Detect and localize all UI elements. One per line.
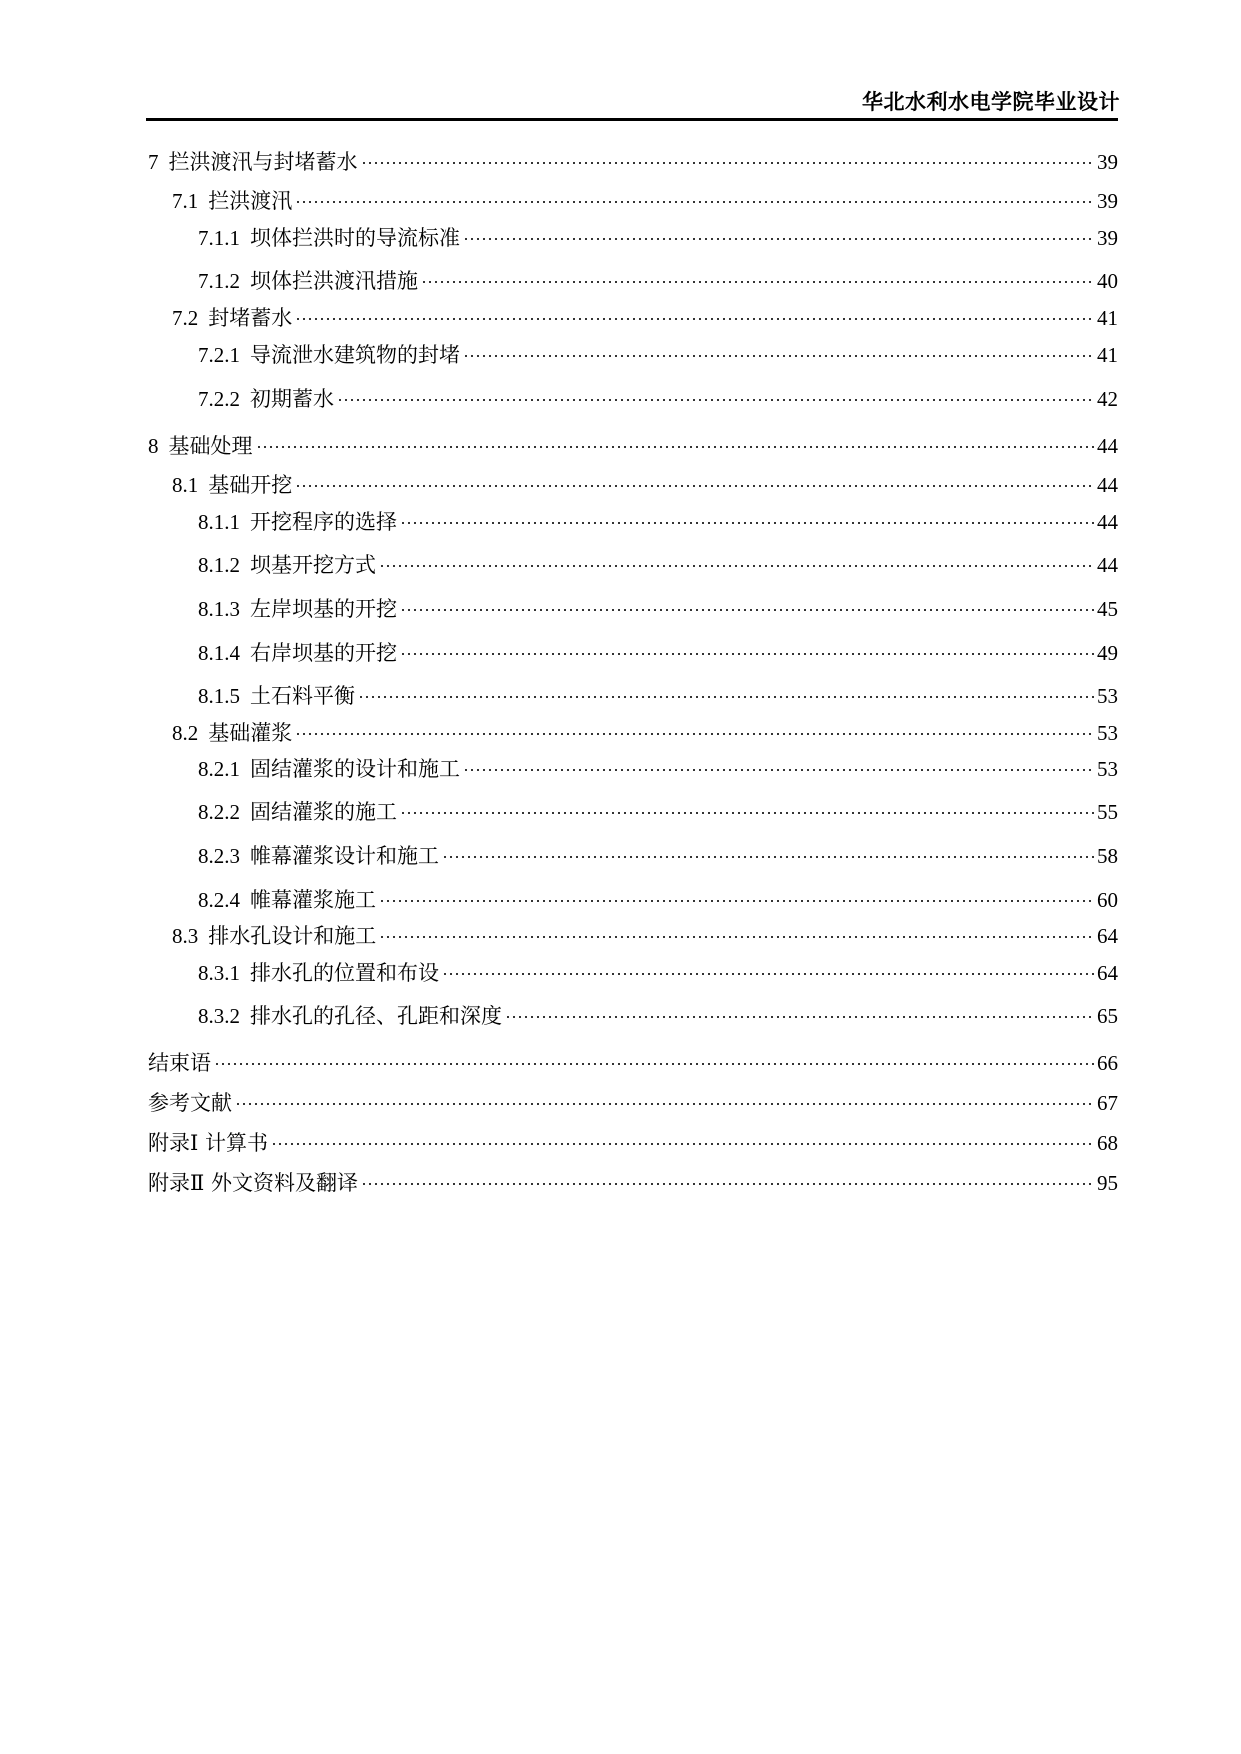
toc-entry-title: 排水孔的位置和布设 bbox=[250, 961, 439, 985]
toc-entry-page: 45 bbox=[1097, 597, 1118, 621]
toc-entry-page: 67 bbox=[1097, 1091, 1118, 1115]
header-rule bbox=[146, 118, 1118, 121]
toc-entry[interactable] bbox=[148, 957, 1118, 991]
toc-entry-page: 44 bbox=[1097, 553, 1118, 577]
toc-entry[interactable] bbox=[148, 146, 1118, 180]
toc-entry[interactable] bbox=[148, 753, 1118, 787]
toc-entry-number: 8.2.1 bbox=[198, 757, 240, 781]
toc-entry-number: 7.1.1 bbox=[198, 226, 240, 250]
dot-leader bbox=[400, 653, 1094, 655]
toc-entry[interactable] bbox=[148, 796, 1118, 830]
toc-entry-page: 64 bbox=[1097, 961, 1118, 985]
toc-entry-number: 7.2.1 bbox=[198, 343, 240, 367]
toc-entry-title: 附录Ⅰ 计算书 bbox=[148, 1131, 268, 1155]
dot-leader bbox=[379, 936, 1094, 938]
toc-entry[interactable] bbox=[148, 302, 1118, 336]
toc-entry-title: 排水孔的孔径、孔距和深度 bbox=[250, 1004, 502, 1028]
dot-leader bbox=[295, 318, 1094, 320]
toc-entry-number: 8.3.2 bbox=[198, 1004, 240, 1028]
dot-leader bbox=[379, 565, 1094, 567]
toc-entry-number: 7.1.2 bbox=[198, 269, 240, 293]
toc-entry-page: 68 bbox=[1097, 1131, 1118, 1155]
toc-entry-page: 44 bbox=[1097, 434, 1118, 458]
toc-entry-title: 导流泄水建筑物的封堵 bbox=[250, 343, 460, 367]
toc-entry-page: 40 bbox=[1097, 269, 1118, 293]
toc-entry-number: 8.3.1 bbox=[198, 961, 240, 985]
toc-entry-page: 53 bbox=[1097, 721, 1118, 745]
dot-leader bbox=[400, 609, 1094, 611]
toc-entry-title: 封堵蓄水 bbox=[208, 306, 293, 330]
toc-entry-number: 7.2 bbox=[172, 306, 199, 330]
toc-entry-title: 基础开挖 bbox=[208, 473, 293, 497]
toc-entry[interactable] bbox=[148, 840, 1118, 874]
dot-leader bbox=[463, 355, 1094, 357]
toc-entry[interactable] bbox=[148, 680, 1118, 714]
toc-entry[interactable] bbox=[148, 469, 1118, 503]
dot-leader bbox=[463, 769, 1094, 771]
toc-entry[interactable] bbox=[148, 717, 1118, 751]
toc-entry-page: 60 bbox=[1097, 888, 1118, 912]
toc-entry[interactable] bbox=[148, 1047, 1118, 1081]
toc-entry-page: 41 bbox=[1097, 343, 1118, 367]
toc-entry-title: 基础处理 bbox=[168, 434, 253, 458]
toc-entry-page: 64 bbox=[1097, 924, 1118, 948]
dot-leader bbox=[421, 281, 1094, 283]
toc-entry-title: 坝基开挖方式 bbox=[250, 553, 376, 577]
toc-entry-page: 41 bbox=[1097, 306, 1118, 330]
toc-entry-page: 53 bbox=[1097, 757, 1118, 781]
toc-entry-page: 39 bbox=[1097, 150, 1118, 174]
toc-entry-page: 65 bbox=[1097, 1004, 1118, 1028]
dot-leader bbox=[235, 1103, 1094, 1105]
dot-leader bbox=[442, 973, 1094, 975]
toc-entry-number: 8.1.2 bbox=[198, 553, 240, 577]
toc-entry[interactable] bbox=[148, 884, 1118, 918]
toc-entry-number: 8.1.1 bbox=[198, 510, 240, 534]
toc-entry-number: 8.1 bbox=[172, 473, 199, 497]
toc-entry-page: 58 bbox=[1097, 844, 1118, 868]
toc-entry[interactable] bbox=[148, 506, 1118, 540]
toc-entry-title: 固结灌浆的施工 bbox=[250, 800, 397, 824]
toc-entry-number: 8.2 bbox=[172, 721, 199, 745]
toc-entry-title: 右岸坝基的开挖 bbox=[250, 641, 397, 665]
toc-entry[interactable] bbox=[148, 222, 1118, 256]
toc-entry-title: 坝体拦洪渡汛措施 bbox=[250, 269, 418, 293]
toc-entry-title: 参考文献 bbox=[148, 1091, 232, 1115]
toc-entry-number: 8.2.4 bbox=[198, 888, 240, 912]
toc-entry-page: 49 bbox=[1097, 641, 1118, 665]
toc-entry-title: 固结灌浆的设计和施工 bbox=[250, 757, 460, 781]
toc-entry[interactable] bbox=[148, 265, 1118, 299]
toc-entry-number: 8.1.4 bbox=[198, 641, 240, 665]
toc-entry-page: 44 bbox=[1097, 473, 1118, 497]
toc-entry-page: 55 bbox=[1097, 800, 1118, 824]
toc-entry-title: 帷幕灌浆施工 bbox=[250, 888, 376, 912]
dot-leader bbox=[361, 1183, 1094, 1185]
dot-leader bbox=[358, 696, 1094, 698]
toc-entry[interactable] bbox=[148, 339, 1118, 373]
toc-entry-number: 7 bbox=[148, 150, 159, 174]
toc-entry[interactable] bbox=[148, 1087, 1118, 1121]
toc-entry-number: 8.1.3 bbox=[198, 597, 240, 621]
dot-leader bbox=[379, 900, 1094, 902]
toc-entry-page: 53 bbox=[1097, 684, 1118, 708]
toc-entry[interactable] bbox=[148, 637, 1118, 671]
toc-entry-title: 附录Ⅱ 外文资料及翻译 bbox=[148, 1171, 358, 1195]
running-header: 华北水利水电学院毕业设计 bbox=[862, 90, 1120, 114]
dot-leader bbox=[505, 1016, 1094, 1018]
dot-leader bbox=[400, 812, 1094, 814]
dot-leader bbox=[361, 162, 1095, 164]
toc-entry[interactable] bbox=[148, 1167, 1118, 1201]
toc-entry-title: 坝体拦洪时的导流标准 bbox=[250, 226, 460, 250]
toc-entry-title: 开挖程序的选择 bbox=[250, 510, 397, 534]
dot-leader bbox=[295, 485, 1094, 487]
toc-entry-number: 8.3 bbox=[172, 924, 199, 948]
toc-entry-title: 结束语 bbox=[148, 1051, 211, 1075]
toc-entry-page: 44 bbox=[1097, 510, 1118, 534]
dot-leader bbox=[463, 238, 1094, 240]
toc-entry-title: 初期蓄水 bbox=[250, 387, 334, 411]
toc-entry-number: 8.1.5 bbox=[198, 684, 240, 708]
toc-entry-title: 土石料平衡 bbox=[250, 684, 355, 708]
toc-entry[interactable] bbox=[148, 1127, 1118, 1161]
toc-entry-title: 基础灌浆 bbox=[208, 721, 293, 745]
toc-entry[interactable] bbox=[148, 430, 1118, 464]
toc-entry-title: 帷幕灌浆设计和施工 bbox=[250, 844, 439, 868]
toc-entry-page: 66 bbox=[1097, 1051, 1118, 1075]
toc-entry-page: 42 bbox=[1097, 387, 1118, 411]
toc-entry[interactable] bbox=[148, 1000, 1118, 1034]
toc-entry[interactable] bbox=[148, 593, 1118, 627]
dot-leader bbox=[442, 856, 1094, 858]
toc-entry-title: 排水孔设计和施工 bbox=[208, 924, 377, 948]
toc-entry-title: 左岸坝基的开挖 bbox=[250, 597, 397, 621]
toc-entry-number: 7.2.2 bbox=[198, 387, 240, 411]
toc-entry-number: 8.2.2 bbox=[198, 800, 240, 824]
toc-entry-number: 8 bbox=[148, 434, 159, 458]
dot-leader bbox=[400, 522, 1094, 524]
toc-entry-number: 7.1 bbox=[172, 189, 199, 213]
dot-leader bbox=[337, 399, 1094, 401]
toc-entry-page: 39 bbox=[1097, 226, 1118, 250]
toc-entry-title: 拦洪渡汛 bbox=[208, 189, 293, 213]
toc-entry[interactable] bbox=[148, 383, 1118, 417]
dot-leader bbox=[256, 446, 1095, 448]
toc-entry-number: 8.2.3 bbox=[198, 844, 240, 868]
dot-leader bbox=[295, 201, 1094, 203]
dot-leader bbox=[271, 1143, 1094, 1145]
toc-entry[interactable] bbox=[148, 185, 1118, 219]
dot-leader bbox=[295, 733, 1094, 735]
toc-entry-page: 39 bbox=[1097, 189, 1118, 213]
toc-entry[interactable] bbox=[148, 920, 1118, 954]
dot-leader bbox=[214, 1063, 1094, 1065]
toc-entry-page: 95 bbox=[1097, 1171, 1118, 1195]
toc-entry-title: 拦洪渡汛与封堵蓄水 bbox=[168, 150, 358, 174]
toc-entry[interactable] bbox=[148, 549, 1118, 583]
